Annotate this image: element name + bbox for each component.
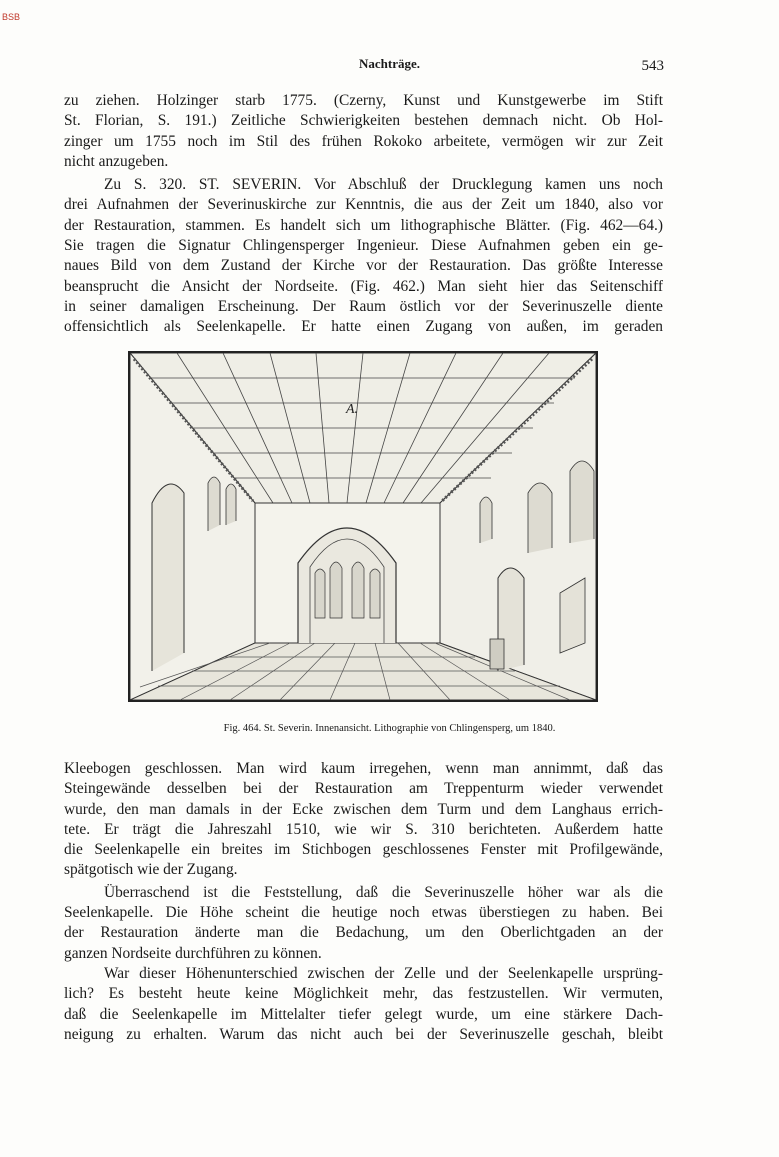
- text-line: zu ziehen. Holzinger starb 1775. (Czerny, Kunst und Kunstgewerbe im Stift: [64, 92, 663, 109]
- paragraph: [64, 91, 663, 152]
- text-line: Zu S. 320. ST. SEVERIN. Vor Abschluß der Drucklegung kamen uns noch: [104, 176, 663, 194]
- text-line: naues Bild von dem Zustand der Kirche vor der Restauration. Das größte Interesse: [64, 257, 663, 275]
- paragraph: [64, 964, 663, 984]
- text-line: St. Florian, S. 191.) Zeitliche Schwierigkeiten bestehen demnach nicht. Ob Hol-: [64, 112, 663, 130]
- text-line: in seiner damaligen Erscheinung. Der Raum östlich vor der Severinuszelle diente: [64, 297, 663, 315]
- text-line: War dieser Höhenunterschied zwischen der Zelle und der Seelenkapelle ursprüng-: [104, 964, 663, 982]
- text-line: wurde, den man damals in der Ecke zwischen dem Turm und dem Langhaus errich-: [64, 800, 663, 818]
- text-line: drei Aufnahmen der Severinuskirche zur Kenntnis, die aus der Zeit um 1840, also vor: [64, 196, 663, 214]
- text-line: offensichtlich als Seelenkapelle. Er hatte einen Zugang von außen, im geraden: [64, 318, 663, 336]
- text-block-top: [64, 91, 663, 338]
- library-stamp: BSB: [2, 12, 21, 22]
- text-line: Seelenkapelle. Die Höhe scheint die heutige noch etwas überstiegen zu haben. Bei: [64, 904, 663, 922]
- text-line: tete. Er trägt die Jahreszahl 1510, wie wir S. 310 berichteten. Außerdem hatte: [64, 820, 663, 838]
- church-interior-illustration: [130, 353, 596, 700]
- paragraph: [64, 759, 663, 860]
- text-line: der Restauration änderte man die Bedachung, um den Oberlichtgaden an der: [64, 924, 663, 942]
- paragraph: [64, 984, 663, 1045]
- figure-marker: A.: [346, 402, 359, 417]
- text-line: Überraschend ist die Feststellung, daß die Severinuszelle höher war als die: [104, 883, 663, 901]
- paragraph-end-line: ganzen Nordseite durchführen zu können.: [64, 944, 322, 962]
- paragraph: [64, 195, 663, 337]
- paragraph-end-line: nicht anzugeben.: [64, 152, 169, 170]
- text-line: Sie tragen die Signatur Chlingensperger Ingenieur. Diese Aufnahmen geben ein ge-: [64, 237, 663, 255]
- paragraph: [64, 883, 663, 903]
- figure-caption: Fig. 464. St. Severin. Innenansicht. Lithographie von Chlingensperg, um 1840.: [223, 723, 556, 734]
- text-line: zinger um 1755 noch im Stil des frühen Rokoko arbeitete, vermögen wir zur Zeit: [64, 132, 663, 150]
- text-block-bottom: [64, 759, 663, 1045]
- text-line: lich? Es besteht heute keine Möglichkeit mehr, das festzustellen. Wir vermuten,: [64, 985, 663, 1003]
- text-line: die Seelenkapelle ein breites im Stichbogen geschlossenes Fenster mit Profilgewände,: [64, 841, 663, 859]
- text-line: daß die Seelenkapelle im Mittelalter tiefer gelegt wurde, um eine stärkere Dach-: [64, 1005, 663, 1023]
- text-line: Kleebogen geschlossen. Man wird kaum irregehen, wenn man annimmt, daß das: [64, 760, 663, 777]
- paragraph-end-line: spätgotisch wie der Zugang.: [64, 861, 238, 879]
- paragraph: [64, 175, 663, 195]
- text-line: beansprucht die Ansicht der Nordseite. (Fig. 462.) Man sieht hier das Seitenschiff: [64, 277, 663, 295]
- paragraph: [64, 903, 663, 944]
- text-line: neigung zu erhalten. Warum das nicht auch bei der Severinuszelle geschah, bleibt: [64, 1025, 663, 1043]
- text-line: der Restauration, stammen. Es handelt sich um lithographische Blätter. (Fig. 462—64.): [64, 216, 663, 234]
- page-number: 543: [641, 58, 664, 74]
- text-line: Steingewände desselben bei der Restauration am Treppenturm wieder verwendet: [64, 780, 663, 798]
- figure-lithograph: [128, 351, 598, 702]
- running-head: Nachträge.: [358, 56, 420, 71]
